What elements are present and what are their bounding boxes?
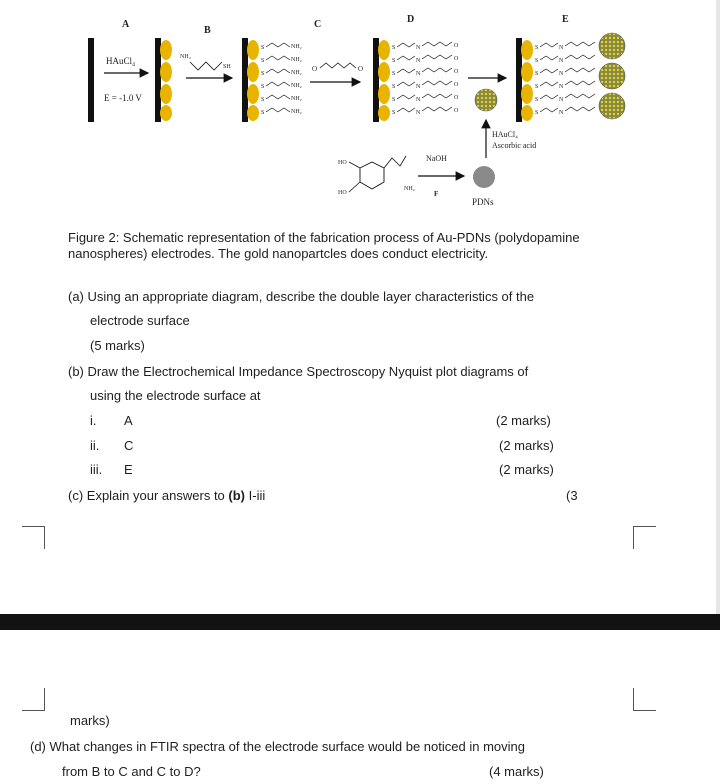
svg-text:S: S — [261, 84, 265, 90]
svg-text:N: N — [416, 84, 421, 90]
nh2-reagent-label: NH₂ — [180, 54, 191, 60]
svg-text:S: S — [392, 71, 396, 77]
svg-text:O: O — [454, 43, 459, 49]
svg-text:N: N — [416, 97, 421, 103]
question-c-marks: (3 — [566, 488, 578, 503]
svg-text:N: N — [416, 110, 421, 116]
figure-caption: Figure 2: Schematic representation of the fabrication process of Au-PDNs (polydopamine nanospheres) electrodes. The gold nanopartcles does conduct electricity. — [68, 230, 580, 261]
step-label-b: B — [204, 25, 211, 36]
item-i-num: i. — [90, 413, 97, 428]
fabrication-schematic — [60, 0, 660, 215]
marks-continued: marks) — [70, 713, 110, 728]
svg-text:S: S — [261, 71, 265, 77]
haucl4-pdn-label: HAuCl₄ — [492, 130, 518, 139]
question-a-line1: (a) Using an appropriate diagram, describe the double layer characteristics of the — [68, 289, 535, 304]
svg-text:N: N — [559, 84, 564, 90]
svg-text:N: N — [416, 71, 421, 77]
crop-mark-top-right — [633, 526, 656, 549]
svg-text:S: S — [535, 71, 539, 77]
svg-text:N: N — [559, 58, 564, 64]
svg-text:S: S — [261, 45, 265, 51]
svg-text:S: S — [535, 45, 539, 51]
page-edge — [716, 0, 720, 614]
question-d-line2: from B to C and C to D? — [62, 764, 201, 779]
electrode-e — [516, 33, 625, 122]
svg-text:HO: HO — [338, 160, 347, 166]
svg-text:N: N — [559, 45, 564, 51]
svg-text:S: S — [392, 58, 396, 64]
question-b-line2: using the electrode surface at — [90, 388, 261, 403]
electrode-d — [373, 38, 459, 122]
svg-text:NH₂: NH₂ — [291, 57, 302, 63]
svg-text:NH₂: NH₂ — [291, 109, 302, 115]
electrode-b — [155, 38, 172, 122]
svg-text:O: O — [454, 82, 459, 88]
dopamine-molecule — [338, 156, 415, 196]
step-label-e: E — [562, 14, 569, 25]
svg-text:N: N — [559, 71, 564, 77]
electrode-c — [242, 38, 302, 122]
svg-text:O: O — [454, 95, 459, 101]
svg-text:S: S — [535, 84, 539, 90]
svg-text:S: S — [392, 110, 396, 116]
page-divider — [0, 614, 720, 630]
step-label-d: D — [407, 14, 415, 25]
item-ii-marks: (2 marks) — [499, 438, 554, 453]
question-d-marks: (4 marks) — [489, 764, 544, 779]
haucl4-label: HAuCl₄ — [106, 56, 136, 66]
item-i-marks: (2 marks) — [496, 413, 551, 428]
item-i-label: A — [124, 413, 133, 428]
question-c-ref: (b) — [228, 488, 246, 503]
item-ii-label: C — [124, 438, 134, 453]
svg-text:S: S — [392, 45, 396, 51]
svg-text:S: S — [392, 84, 396, 90]
svg-text:S: S — [535, 110, 539, 116]
svg-text:N: N — [416, 58, 421, 64]
pdn-sphere — [473, 166, 495, 188]
svg-text:NH₂: NH₂ — [291, 96, 302, 102]
svg-text:O: O — [454, 108, 459, 114]
naoh-label: NaOH — [426, 154, 447, 163]
svg-text:NH₂: NH₂ — [291, 83, 302, 89]
svg-text:NH₂: NH₂ — [291, 70, 302, 76]
svg-text:NH₂: NH₂ — [404, 186, 415, 192]
crop-mark-top-left — [22, 526, 45, 549]
f-label: F — [434, 190, 439, 198]
item-ii-num: ii. — [90, 438, 100, 453]
svg-text:S: S — [392, 97, 396, 103]
question-c — [68, 488, 265, 504]
step-label-a: A — [122, 19, 130, 30]
pdns-label: PDNs — [472, 197, 494, 207]
svg-text:S: S — [261, 58, 265, 64]
crop-mark-bottom-left — [22, 688, 45, 711]
svg-text:S: S — [261, 110, 265, 116]
svg-text:O: O — [312, 65, 318, 73]
svg-text:N: N — [559, 110, 564, 116]
question-c-suffix: I-iii — [245, 488, 266, 503]
svg-text:O: O — [454, 56, 459, 62]
question-a-line2: electrode surface — [90, 313, 190, 328]
sh-label: SH — [223, 64, 231, 70]
svg-text:S: S — [261, 97, 265, 103]
svg-text:N: N — [416, 45, 421, 51]
item-iii-label: E — [124, 462, 133, 477]
svg-text:NH₂: NH₂ — [291, 44, 302, 50]
au-pdn-sphere — [475, 89, 497, 111]
crop-mark-bottom-right — [633, 688, 656, 711]
electrode-a — [88, 38, 94, 122]
item-iii-num: iii. — [90, 462, 103, 477]
svg-text:O: O — [358, 65, 364, 73]
item-iii-marks: (2 marks) — [499, 462, 554, 477]
svg-text:S: S — [535, 97, 539, 103]
question-d-line1: (d) What changes in FTIR spectra of the electrode surface would be noticed in moving — [30, 739, 525, 754]
potential-label: E = -1.0 V — [104, 93, 142, 103]
svg-text:S: S — [535, 58, 539, 64]
question-b-line1: (b) Draw the Electrochemical Impedance Spectroscopy Nyquist plot diagrams of — [68, 364, 529, 379]
svg-text:N: N — [559, 97, 564, 103]
ascorbic-label: Ascorbic acid — [492, 141, 537, 150]
question-c-prefix: (c) Explain your answers to — [68, 488, 229, 503]
question-a-marks: (5 marks) — [90, 338, 145, 353]
svg-text:HO: HO — [338, 190, 347, 196]
step-label-c: C — [314, 19, 322, 30]
svg-text:O: O — [454, 69, 459, 75]
